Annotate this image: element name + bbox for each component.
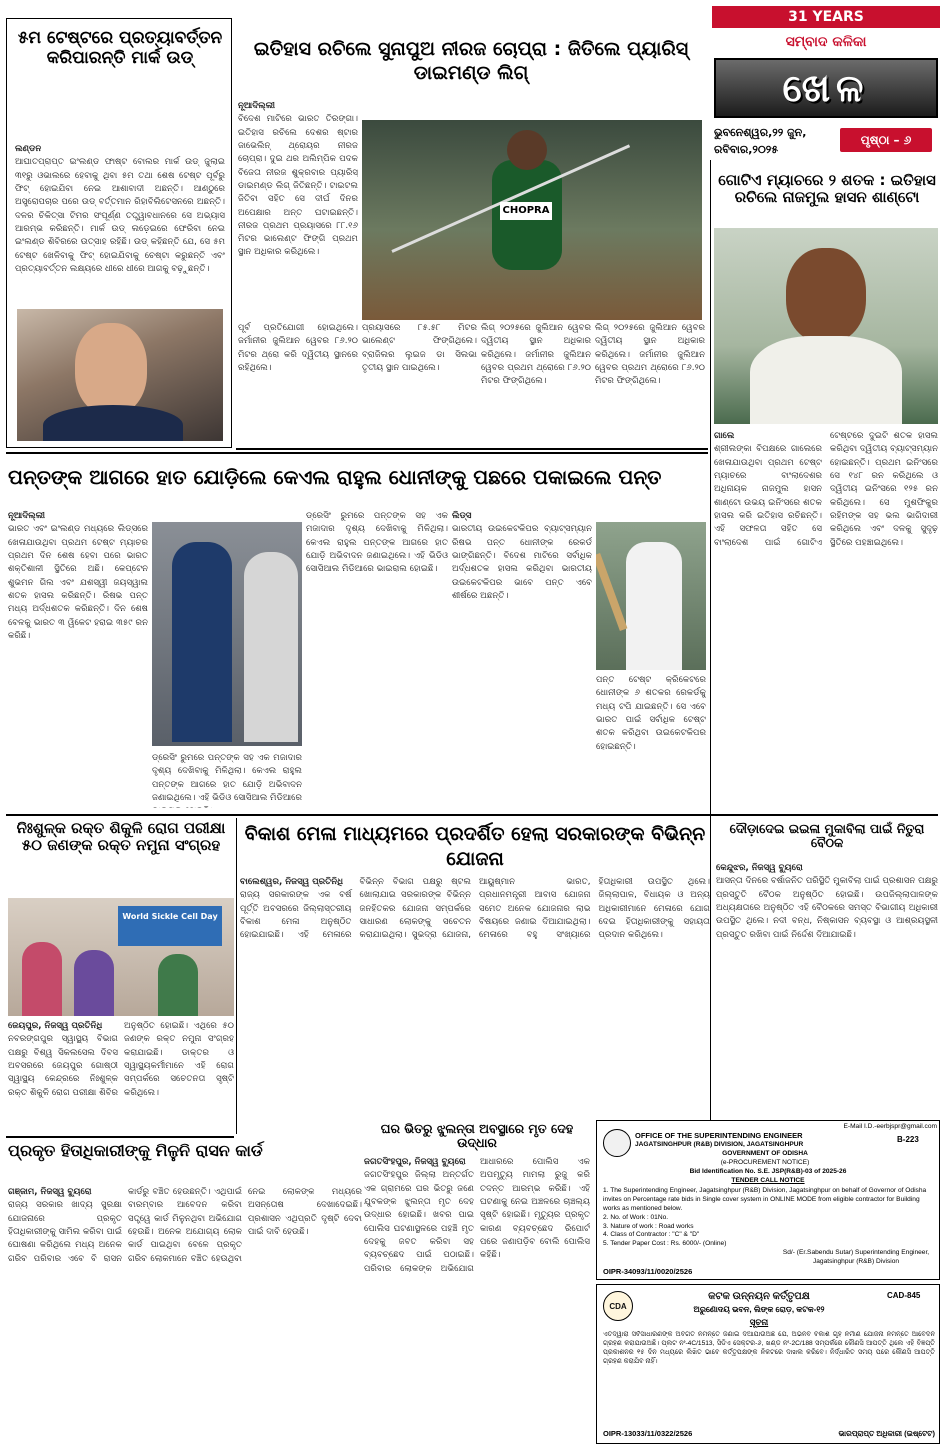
pant-headline: ପନ୍ତଙ୍କ ଆଗରେ ହାତ ଯୋଡ଼ିଲେ କେଏଲ ରାହୁଲ ଧୋନୀଙ୍କୁ ପଛରେ ପକାଇଲେ ପନ୍ତ	[8, 465, 662, 489]
blood-text: ନବରଙ୍ଗପୁର ସ୍ୱାସ୍ଥ୍ୟ ବିଭାଗ ପକ୍ଷରୁ ବିଶ୍ୱ ସିକଲସେଲ ଦିବସ ଅବସରରେ ଜେୟପୁର ଗୋଷ୍ଠୀ ସ୍ୱାସ୍ଥ୍ୟ କେନ୍ଦ୍ରରେ ନିଃଶୁଳ୍କ ରକ୍ତ ଶିକୁଳି ରୋଗ ପରୀକ୍ଷା ଶିବିର ଅନୁଷ୍ଠିତ ହୋଇଛି। ଏଥିରେ ୫୦ ଜଣଙ୍କ ରକ୍ତ ନମୁନା ସଂଗ୍ରହ କରାଯାଇଛି। ଡାକ୍ତର ଓ ସ୍ୱାସ୍ଥ୍ୟକର୍ମୀମାନେ ଏହି ରୋଗ ସମ୍ପର୍କରେ ସଚେତନତା ସୃଷ୍ଟି କରିଥିଲେ।	[8, 1021, 234, 1098]
chopra-col3: ପ୍ରୟାସରେ ୮୫.୫୮ ମିଟର ଭାଲେଣ୍ଟ ଫିଙ୍ଗିଥିଲେ। ବ୍ରାଜିଲର ଲୁଇଜ ଡା ସିଲଭା ତୃତୀୟ ସ୍ଥାନ ପାଇଥିଲେ।	[362, 323, 477, 373]
cda-body: ଏତଦ୍ୱାରା ସର୍ବସାଧାରଣଙ୍କ ଅବଗତି ନିମନ୍ତେ ଜଣାଇ ଦିଆଯାଉଅଛି ଯେ, ଅଭିନବ ବିକାଶ ଗୃହ ନିର୍ମାଣ ଯୋଜନା ନିମନ୍ତେ ଆବେଦନ ଗ୍ରହଣ କରାଯାଉଅଛି। ପ୍ଲଟ ନଂ-4C/1513, ସିଡିଏ ସେକ୍ଟର-୬, ଖଣ୍ଡ ନଂ-2C/188 ସମ୍ପର୍କରେ କୌଣସି ଆପତ୍ତି ଥିଲେ ଏହି ବିଜ୍ଞପ୍ତି ପ୍ରକାଶନର ୧୫ ଦିନ ମଧ୍ୟରେ ଲିଖିତ ଭାବେ କର୍ତ୍ତୃପକ୍ଷଙ୍କ ନିକଟରେ ଦାଖଲ କରିବେ। ନିର୍ଦ୍ଧାରିତ ସମୟ ପରେ କୌଣସି ଆପତ୍ତି ଗ୍ରହଣ କରାଯିବ ନାହିଁ।	[603, 1331, 935, 1365]
date-line: ଭୁବନେଶ୍ୱର,୨୨ ଜୁନ,	[714, 126, 807, 139]
shanto-photo	[714, 228, 938, 424]
cda-oipr: OIPR-13033/11/0322/2526	[603, 1429, 693, 1438]
mark-wood-photo	[17, 309, 223, 441]
blood-camp-photo	[8, 898, 234, 1016]
bib-label: CHOPRA	[500, 202, 552, 220]
tender-signatory: Sd/- (Er.Sabendu Sutar) Superintending Engineer, Jagatsinghpur (R&B) Division	[782, 1249, 930, 1265]
rule-above-blood	[6, 814, 938, 816]
mela-body	[240, 876, 710, 1116]
tender-division: JAGATSINGHPUR (R&B) DIVISION, JAGATSINGHPUR	[635, 1141, 804, 1148]
wood-text: ଆଘାତପ୍ରାପ୍ତ ଇଂଲଣ୍ଡ ଫାଷ୍ଟ ବୋଲର ମାର୍କ ଉଡ୍ ଜୁଲାଇ ୩୧ରୁ ଓଭାଲରେ ହେବାକୁ ଥିବା ୫ମ ତଥା ଶେଷ ଟେଷ୍ଟ ପୂର୍ବରୁ ଫିଟ୍ ହୋଇଯିବା ନେଇ ଆଶାବାଦୀ ଅଛନ୍ତି। ଆଣ୍ଠୁରେ ଅସ୍ତ୍ରୋପଚାର ପରେ ଉଡ୍ ବର୍ତ୍ତମାନ ରିହାବିଲିଟେସନରେ ଅଛନ୍ତି। ଦଳର ଚିକିତ୍ସା ଟିମର ସଂପୂର୍ଣ୍ଣ ତତ୍ତ୍ୱାବଧାନରେ ସେ ଅଭ୍ୟାସ ଆରମ୍ଭ କରିଛନ୍ତି। ମାର୍କ ଉଡ୍ ଲଡ଼େଇରେ ଫେରିବା ନେଇ ଇଂଲଣ୍ଡ ଶିବିରରେ ଉତ୍ସାହ ରହିଛି। ଉଡ୍ କହିଛନ୍ତି ଯେ, ସେ ୫ମ ଟେଷ୍ଟ ଖେଳିବାକୁ ଫିଟ୍ ହୋଇଯିବାକୁ ଚେଷ୍ଟା କରୁଛନ୍ତି ଏବଂ ପ୍ରତ୍ୟାବର୍ତ୍ତନ ଲକ୍ଷ୍ୟରେ ଧୀରେ ଧୀରେ ଆଗକୁ ବଢ଼ୁଛନ୍ତି।	[15, 157, 225, 274]
tender-line: 1. The Superintending Engineer, Jagatsinghpur (R&B) Division, Jagatsinghpur on behalf of Governor of Odisha invites on Percentage rate bids in Single cover system in ONLINE MODE from eligible contractor for Building works as mentioned below.	[603, 1187, 927, 1212]
meeting-dateline: କେନ୍ଦୁଝର, ନିଜସ୍ୱ ବ୍ୟୁରୋ	[716, 863, 803, 873]
blood-headline: ନିଃଶୁଳ୍କ ରକ୍ତ ଶିକୁଳି ରୋଗ ପରୀକ୍ଷା ୫୦ ଜଣଙ୍କ ରକ୍ତ ନମୁନା ସଂଗ୍ରହ	[16, 819, 226, 855]
wood-headline: ୫ମ ଟେଷ୍ଟରେ ପ୍ରତ୍ୟାବର୍ତ୍ତନ କରିପାରନ୍ତି ମାର୍କ ଉଡ୍	[17, 28, 223, 68]
shirt-shape	[43, 405, 183, 441]
pant-figure	[244, 552, 298, 742]
meeting-text: ଆସନ୍ତା ଦିନରେ ବର୍ଷାଜନିତ ପରିସ୍ଥିତି ମୁକାବିଲା ପାଇଁ ପ୍ରଶାସନ ପକ୍ଷରୁ ପ୍ରସ୍ତୁତି ବୈଠକ ଅନୁଷ୍ଠିତ ହୋଇଛି। ଉପଜିଲ୍ଲାପାଳଙ୍କ ଅଧ୍ୟକ୍ଷତାରେ ଅନୁଷ୍ଠିତ ଏହି ବୈଠକରେ ସମସ୍ତ ବିଭାଗୀୟ ଅଧିକାରୀ ଉପସ୍ଥିତ ଥିଲେ। ନଦୀ ବନ୍ଧ, ନିଷ୍କାସନ ବ୍ୟବସ୍ଥା ଓ ଆଶ୍ରୟସ୍ଥଳୀ ପ୍ରସ୍ତୁତ ରଖିବା ପାଇଁ ନିର୍ଦ୍ଦେଶ ଦିଆଯାଇଛି।	[716, 876, 938, 940]
pant-batting-photo	[596, 522, 706, 670]
rule-full-mid	[6, 452, 708, 454]
tender-line: 5. Tender Paper Cost : Rs. 6000/- (Online)	[603, 1240, 727, 1247]
tender-line: 3. Nature of work : Road works	[603, 1222, 694, 1230]
section-name: ଖେଳ	[782, 65, 870, 110]
tender-email: E-Mail I.D.-eerbjspr@gmail.com	[843, 1123, 937, 1130]
banner-text: World Sickle Cell Day	[122, 912, 218, 921]
tender-line: 2. No. of Work : 01No.	[603, 1213, 669, 1221]
paper-name: ସମ୍ବାଦ କଳିକା	[785, 34, 867, 50]
bat-shape	[596, 553, 627, 631]
pant-col2: ଡ୍ରେସିଂ ରୁମରେ ପନ୍ତଙ୍କ ସହ ଏକ ମଜାଦାର ଦୃଶ୍ୟ ଦେଖିବାକୁ ମିଳିଥିଲା। କେଏଲ ରାହୁଲ ପନ୍ତଙ୍କ ଆଗରେ ହାତ ଯୋଡ଼ି ଅଭିବାଦନ ଜଣାଇଥିଲେ। ଏହି ଭିଡିଓ ସୋସିଆଲ ମିଡିଆରେ ଭାଇରାଲ ହୋଇଛି।	[306, 511, 448, 575]
person-2	[74, 950, 114, 1016]
pant-col1-text: ଭାରତ ଏବଂ ଇଂଲଣ୍ଡ ମଧ୍ୟରେ ଲିଡ୍ସରେ ଖେଳାଯାଉଥିବା ପ୍ରଥମ ଟେଷ୍ଟ ମ୍ୟାଚର ପ୍ରଥମ ଦିନ ଶେଷ ହେବା ପରେ ଭାରତ ଶକ୍ତିଶାଳୀ ସ୍ଥିତିରେ ଅଛି। କେପ୍ଟେନ ଶୁଭମନ ଗିଲ ଏବଂ ଯଶସ୍ୱୀ ଜୟସ୍ୱାଲ ଶତକ ହାସଲ କରିଛନ୍ତି। ରିଷଭ ପନ୍ତ ମଧ୍ୟ ଅର୍ଦ୍ଧଶତକ କରିଛନ୍ତି। ଦିନ ଶେଷ ବେଳକୁ ଭାରତ ୩ ୱିକେଟ ହରାଇ ୩୫୯ ରନ କରିଛି।	[8, 524, 148, 641]
ration-text: ରାଜ୍ୟ ସରକାର ଖାଦ୍ୟ ସୁରକ୍ଷା ଯୋଜନାରେ ପ୍ରକୃତ ହିତାଧିକାରୀଙ୍କୁ ସାମିଲ କରିବା ପାଇଁ ଘୋଷଣା କରିଥିଲେ ମଧ୍ୟ ଅନେକ ଗରିବ ପରିବାର ଏବେ ବି ରାସନ କାର୍ଡରୁ ବଞ୍ଚିତ ହେଉଛନ୍ତି। ଏଥିପାଇଁ ବାରମ୍ବାର ଆବେଦନ କରିବା ସତ୍ତ୍ୱେ କାର୍ଡ ମିଳୁନଥିବା ଅଭିଯୋଗ ହେଉଛି। ଅନେକ ଅଯୋଗ୍ୟ ଲୋକ କାର୍ଡ ପାଇଥିବା ବେଳେ ପ୍ରକୃତ ଗରିବ ଲୋକମାନେ ବଞ୍ଚିତ ହେଉଥିବା ନେଇ ଲୋକଙ୍କ ମଧ୍ୟରେ ଅସନ୍ତୋଷ ଦେଖାଦେଇଛି। ପ୍ରଶାସନ ଏଥିପ୍ରତି ଦୃଷ୍ଟି ଦେବା ପାଇଁ ଦାବି ହେଉଛି।	[8, 1187, 362, 1264]
cda-org: କଟକ ଉନ୍ନୟନ କର୍ତ୍ତୃପକ୍ଷ	[708, 1291, 810, 1302]
mela-text: ରାଜ୍ୟ ସରକାରଙ୍କ ଏକ ବର୍ଷ ପୂର୍ତ୍ତି ଅବସରରେ ଜିଲ୍ଲାସ୍ତରୀୟ ବିକାଶ ମେଳା ଅନୁଷ୍ଠିତ ହୋଇଯାଇଛି। ଏହି ମେଳାରେ ବିଭିନ୍ନ ବିଭାଗ ପକ୍ଷରୁ ଷ୍ଟଲ ଖୋଲାଯାଇ ସରକାରଙ୍କ ବିଭିନ୍ନ ଜନହିତକର ଯୋଜନା ସମ୍ପର୍କରେ ସାଧାରଣ ଲୋକଙ୍କୁ ସଚେତନ କରାଯାଇଥିଲା। ସୁଭଦ୍ରା ଯୋଜନା, ଆୟୁଷ୍ମାନ ଭାରତ, ପ୍ରଧାନମନ୍ତ୍ରୀ ଆବାସ ଯୋଜନା ସମେତ ଅନେକ ଯୋଜନାର ଲାଭ ବିଷୟରେ ଜଣାଇ ଦିଆଯାଇଥିଲା। ମେଳାରେ ବହୁ ସଂଖ୍ୟାରେ ହିତାଧିକାରୀ ଉପସ୍ଥିତ ଥିଲେ। ଜିଲ୍ଲାପାଳ, ବିଧାୟକ ଓ ଅନ୍ୟ ଅଧିକାରୀମାନେ ମେଳାରେ ଯୋଗ ଦେଇ ହିତାଧିକାରୀଙ୍କୁ ସହାୟତା ପ୍ରଦାନ କରିଥିଲେ।	[240, 877, 710, 941]
tender-proc: (e-PROCUREMENT NOTICE)	[720, 1159, 810, 1166]
odisha-emblem-icon	[603, 1129, 631, 1157]
wood-dateline: ଲଣ୍ଡନ	[15, 144, 42, 154]
player-jersey	[750, 336, 902, 424]
body-found-body	[364, 1156, 590, 1442]
pant-col4: ପନ୍ତ ଟେଷ୍ଟ କ୍ରିକେଟରେ ଧୋନୀଙ୍କ ୬ ଶତକର ରେକର୍ଡକୁ ମଧ୍ୟ ଟପି ଯାଇଛନ୍ତି। ସେ ଏବେ ଭାରତ ପାଇଁ ସର୍ବାଧିକ ଟେଷ୍ଟ ଶତକ କରିଥିବା ଉଇକେଟକିପର ହୋଇଛନ୍ତି।	[596, 675, 706, 752]
rule-above-ration	[6, 1136, 234, 1138]
chopra-col5: ଲିଗ୍ ୨୦୨୫ରେ ଜୁଲିଆନ ୱେବର ଦ୍ୱିତୀୟ ସ୍ଥାନ ଅଧିକାର କରିଥିଲେ। ଜର୍ମାନୀର ଜୁଲିଆନ ୱେବର ପ୍ରଥମ ଥ୍ରୋରେ ୮୬.୨୦ ମିଟର ଫିଙ୍ଗିଥିଲେ।	[595, 323, 705, 387]
pant-dateline2: ଲିଡ୍ସ	[452, 511, 472, 521]
wood-article	[6, 18, 232, 448]
shanto-headline: ଗୋଟିଏ ମ୍ୟାଚରେ ୨ ଶତକ : ଇତିହାସ ରଚିଲେ ନାଜମୁଲ ହାସନ ଶାଣ୍ଟୋ	[718, 171, 936, 207]
neeraj-chopra-photo	[362, 120, 702, 320]
tender-ref: B-223	[897, 1135, 919, 1144]
cda-ref: CAD-845	[887, 1291, 921, 1300]
person-1	[22, 942, 62, 1016]
pant-dateline: ନୂଆଦିଲ୍ଲୀ	[8, 511, 45, 521]
chopra-col4: ଲିଗ୍ ୨୦୨୫ରେ ଜୁଲିଆନ ୱେବର ଦ୍ୱିତୀୟ ସ୍ଥାନ ଅଧିକାର କରିଥିଲେ। ଜର୍ମାନୀର ଜୁଲିଆନ ୱେବର ପ୍ରଥମ ଥ୍ରୋରେ ୮୬.୨୦ ମିଟର ଫିଙ୍ଗିଥିଲେ।	[481, 323, 591, 387]
player-head	[786, 248, 866, 343]
chopra-col1	[238, 100, 358, 320]
chopra-dateline: ନୂଆଦିଲ୍ଲୀ	[238, 101, 275, 111]
years-banner	[712, 6, 940, 28]
day-line: ରବିବାର,୨୦୨୫	[714, 143, 779, 156]
blood-dateline: ଜେୟପୁର, ନିଜସ୍ୱ ପ୍ରତିନିଧି	[8, 1021, 103, 1031]
pant-caption: ଡ୍ରେସିଂ ରୁମରେ ପନ୍ତଙ୍କ ସହ ଏକ ମଜାଦାର ଦୃଶ୍ୟ ଦେଖିବାକୁ ମିଳିଥିଲା। କେଏଲ ରାହୁଲ ପନ୍ତଙ୍କ ଆଗରେ ହାତ ଯୋଡ଼ି ଅଭିବାଦନ ଜଣାଇଥିଲେ। ଏହି ଭିଡିଓ ସୋସିଆଲ ମିଡିଆରେ	[152, 753, 302, 803]
tender-oipr: OIPR-34093/11/0020/2526	[603, 1267, 693, 1276]
cda-logo-text: CDA	[609, 1301, 627, 1311]
blood-body	[8, 1020, 234, 1132]
tender-line: 4. Class of Contractor : "C" & "D"	[603, 1231, 700, 1239]
col-rule-right	[710, 160, 711, 1120]
years-text: 31 YEARS	[788, 9, 864, 25]
pant-col1	[8, 510, 148, 810]
cda-logo-icon	[603, 1291, 633, 1321]
tender-bid-id: Bid Identification No. S.E. JSP(R&B)-03 of 2025-26	[689, 1168, 847, 1175]
face-shape	[75, 323, 147, 415]
cda-address: ଅରୁଣୋଦୟ ଭବନ, ଲିଙ୍କ ରୋଡ଼, କଟକ-୧୨	[693, 1305, 825, 1314]
pant-col3	[452, 510, 592, 810]
wood-body	[15, 143, 225, 319]
tender-office: OFFICE OF THE SUPERINTENDING ENGINEER	[635, 1131, 803, 1140]
meeting-headline: ଦୌଡ଼ାଦେଇ ଇଇଳା ମୁକାବିଲା ପାଇଁ ନିତୁରା ବୈଠକ	[729, 821, 925, 851]
ration-headline: ପ୍ରକୃତ ହିତାଧିକାରୀଙ୍କୁ ମିଳୁନି ରାସନ କାର୍ଡ	[8, 1141, 263, 1160]
body-found-text: ଜଗତସିଂହପୁର ଜିଲ୍ଲା ଅନ୍ତର୍ଗତ ଏକ ଗ୍ରାମରେ ଘର ଭିତରୁ ଜଣେ ଯୁବକଙ୍କ ଝୁଲନ୍ତା ମୃତ ଦେହ ଉଦ୍ଧାର ହୋଇଛି। ଖବର ପାଇ ପୋଲିସ ଘଟଣାସ୍ଥଳରେ ପହଞ୍ଚି ମୃତ ଦେହକୁ ଜବତ କରିବା ସହ ବ୍ୟବଚ୍ଛେଦ ପାଇଁ ପଠାଇଛି। ପରିବାର ଲୋକଙ୍କ ଅଭିଯୋଗ ଆଧାରରେ ପୋଲିସ ଏକ ଅପମୃତ୍ୟୁ ମାମଲା ରୁଜୁ କରି ତଦନ୍ତ ଆରମ୍ଭ କରିଛି। ଏହି ଘଟଣାକୁ ନେଇ ଅଞ୍ଚଳରେ ଚାଞ୍ଚଲ୍ୟ ସୃଷ୍ଟି ହୋଇଛି। ମୃତ୍ୟୁର ପ୍ରକୃତ କାରଣ ବ୍ୟବଚ୍ଛେଦ ରିପୋର୍ଟ ପରେ ଜଣାପଡ଼ିବ ବୋଲି ପୋଲିସ କହିଛି।	[364, 1157, 590, 1274]
tender-lines	[603, 1187, 935, 1247]
rahul-pant-photo	[152, 522, 302, 746]
mela-headline: ବିକାଶ ମେଳା ମାଧ୍ୟମରେ ପ୍ରଦର୍ଶିତ ହେଲା ସରକାରଙ୍କ ବିଭିନ୍ନ ଯୋଜନା	[244, 823, 706, 870]
body-found-dateline: ଜଗତସିଂହପୁର, ନିଜସ୍ୱ ବ୍ୟୁରୋ	[364, 1157, 466, 1167]
cda-title: ସୂଚନା	[749, 1317, 769, 1327]
chopra-col1-text: ବିଦେଶ ମାଟିରେ ଭାରତ ତିରଙ୍ଗା। ଇତିହାସ ରଚିଲେ ଦେଶର ଷ୍ଟାର ଜାଭେଲିନ୍ ଥ୍ରୋୟର ନୀରଜ ଚୋପ୍ରା। ଦୁଇ ଥର ଅଲିମ୍ପିକ ପଦକ ବିଜେତା ନୀରଜ ଶୁକ୍ରବାର ପ୍ୟାରିସ୍ ଡାଇମଣ୍ଡ ଲିଗ୍ ଜିତିଛନ୍ତି। ଟାଇଟଲ ଜିତିବା ସହିତ ସେ ଦୀର୍ଘ ଦିନର ଅପେକ୍ଷାର ଅନ୍ତ ଘଟାଇଛନ୍ତି। ନୀରଜ ପ୍ରଥମ ପ୍ରୟାସରେ ୮୮.୧୬ ମିଟର ଭାଲେଣ୍ଟ ଫିଙ୍ଗି ପ୍ରଥମ ସ୍ଥାନ ଅଧିକାର କରିଥିଲେ।	[238, 114, 358, 258]
body-found-headline: ଘର ଭିତରୁ ଝୁଲନ୍ତା ଅବସ୍ଥାରେ ମୃତ ଦେହ ଉଦ୍ଧାର	[380, 1121, 574, 1151]
cda-ad	[596, 1284, 940, 1444]
cda-signatory: ଭାରପ୍ରାପ୍ତ ଅଧିକାରୀ (ଇଷ୍ଟେଟ)	[838, 1429, 935, 1438]
rahul-figure	[172, 542, 232, 742]
tender-govt: GOVERNMENT OF ODISHA	[722, 1150, 808, 1157]
tender-title: TENDER CALL NOTICE	[731, 1177, 805, 1184]
person-3	[158, 954, 198, 1016]
rule-top-chopra	[236, 448, 708, 450]
page-label: ପୃଷ୍ଠା – ୬	[840, 128, 932, 152]
ration-body	[8, 1186, 362, 1442]
shanto-dateline: ଗାଲେ	[714, 431, 735, 441]
chopra-headline: ଇତିହାସ ରଚିଲେ ସୁନାପୁଅ ନୀରଜ ଚୋପ୍ରା : ଜିତିଲେ ପ୍ୟାରିସ୍ ଡାଇମଣ୍ଡ ଲିଗ୍	[253, 38, 689, 84]
batsman-figure	[626, 542, 682, 670]
pant-col3-text: ଭାରତୀୟ ଉଇକେଟକିପର ବ୍ୟାଟ୍ସମ୍ୟାନ ରିଷଭ ପନ୍ତ ଧୋନୀଙ୍କ ରେକର୍ଡ ଭାଙ୍ଗିଛନ୍ତି। ବିଦେଶ ମାଟିରେ ସର୍ବାଧିକ ଅର୍ଦ୍ଧଶତକ ହାସଲ କରିଥିବା ଭାରତୀୟ ଉଇକେଟକିପର ଭାବେ ପନ୍ତ ଏବେ ଶୀର୍ଷରେ ଅଛନ୍ତି।	[452, 524, 592, 601]
col-rule-left-bottom	[236, 818, 237, 1134]
shanto-body	[714, 430, 938, 822]
mela-dateline: ବାଲେଶ୍ୱର, ନିଜସ୍ୱ ପ୍ରତିନିଧି	[240, 877, 344, 887]
masthead	[712, 6, 940, 136]
section-name-block	[714, 58, 938, 118]
tender-ad	[596, 1120, 940, 1280]
athlete-head	[507, 130, 547, 170]
meeting-body	[716, 862, 938, 1118]
shanto-text: ଶ୍ରୀଲଙ୍କା ବିପକ୍ଷରେ ଗାଲେରେ ଖେଳାଯାଉଥିବା ପ୍ରଥମ ଟେଷ୍ଟ ମ୍ୟାଚରେ ବାଂଲାଦେଶର ଅଧିନାୟକ ନାଜମୁଲ ହାସନ ଶାଣ୍ଟୋ ଉଭୟ ଇନିଂସରେ ଶତକ ହାସଲ କରି ଇତିହାସ ରଚିଛନ୍ତି। ଏହି ସଫଳତା ସହିତ ସେ ବାଂଲାଦେଶ ପାଇଁ ଗୋଟିଏ ଟେଷ୍ଟରେ ଦୁଇଟି ଶତକ ହାସଲ କରିଥିବା ଦ୍ୱିତୀୟ ବ୍ୟାଟ୍ସମ୍ୟାନ ହୋଇଛନ୍ତି। ପ୍ରଥମ ଇନିଂସରେ ସେ ୧୪୮ ରନ କରିଥିଲେ ଓ ଦ୍ୱିତୀୟ ଇନିଂସରେ ୧୨୫ ରନ କରିଥିଲେ। ସେ ମୁଶଫିକୁର ରହିମଙ୍କ ସହ ଭଲ ଭାଗିଦାରୀ କରିଥିଲେ ଏବଂ ଦଳକୁ ସୁଦୃଢ଼ ସ୍ଥିତିରେ ପହଞ୍ଚାଇଥିଲେ।	[714, 431, 938, 548]
ration-dateline: ଗଞ୍ଜାମ, ନିଜସ୍ୱ ବ୍ୟୁରୋ	[8, 1187, 92, 1197]
chopra-col2: ପୂର୍ବ ପ୍ରତିଯୋଗୀ ହୋଇଥିଲେ। ଜର୍ମାନୀର ଜୁଲିଆନ ୱେବର ୮୬.୨୦ ମିଟର ଥ୍ରୋ କରି ଦ୍ୱିତୀୟ ସ୍ଥାନରେ ରହିଥିଲେ।	[238, 323, 358, 373]
